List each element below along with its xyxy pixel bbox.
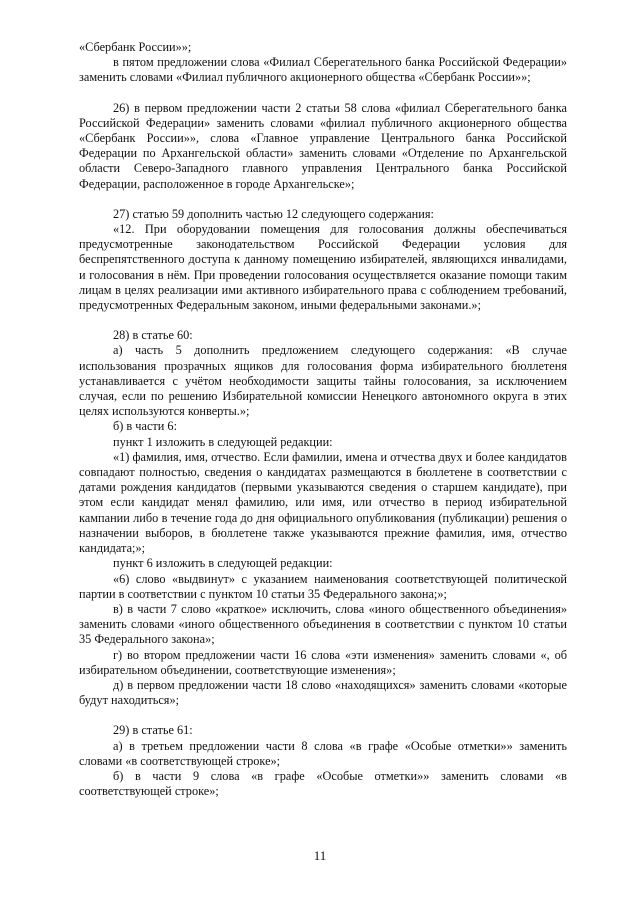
- paragraph-gap: [79, 86, 567, 101]
- paragraph: «12. При оборудовании помещения для голосования должны обеспечиваться предусмотренные законодательством Российской Федерации условия для беспрепятственного доступа к данному помещению избирателей, являющихся инвалидами, и голосования в нём. При проведении голосования осуществляется оказание помощи таким лицам в целях реализации ими активного избирательного права с соблюдением требований, предусмотренных Федеральным законом, иными федеральными законами.»;: [79, 222, 567, 313]
- paragraph: «1) фамилия, имя, отчество. Если фамилии, имена и отчества двух и более кандидатов совпадают полностью, сведения о кандидатах размещаются в бюллетене в соответствии с датами рождения кандидатов (первыми указываются сведения о старшем кандидате), при этом если кандидат менял фамилию, или имя, или отчество в период избирательной кампании либо в течение года до дня официального опубликования (публикации) решения о назначении выборов, в бюллетене также указываются прежние фамилия, имя, отчество кандидата;»;: [79, 449, 567, 556]
- paragraph: пункт 1 изложить в следующей редакции:: [113, 434, 333, 449]
- document-page: [79, 40, 567, 799]
- paragraph: а) в третьем предложении части 8 слова «в графе «Особые отметки»» заменить словами «в соответствующей строке»;: [79, 738, 567, 768]
- paragraph: в пятом предложении слова «Филиал Сберегательного банка Российской Федерации» заменить словами «Филиал публичного акционерного общества «Сбербанк России»»;: [79, 55, 567, 85]
- paragraph-item-26: 26) в первом предложении части 2 статьи 58 слова «филиал Сберегательного банка Российской Федерации» заменить словами «филиал публичного акционерного общества «Сбербанк России»», слова «Главное управление Центрального банка Российской Федерации по Архангельской области» заменить словами «Отделение по Архангельской области Северо-Западного главного управления Центрального банка Российской Федерации, расположенное в городе Архангельске»;: [79, 100, 567, 191]
- paragraph: пункт 6 изложить в следующей редакции:: [113, 556, 333, 571]
- paragraph-item-28: 28) в статье 60:: [113, 328, 193, 343]
- paragraph: а) часть 5 дополнить предложением следующего содержания: «В случае использования прозрачных ящиков для голосования форма избирательного бюллетеня устанавливается с учётом необходимости защиты тайны голосования, за исключением случая, если по решению Избирательной комиссии Ненецкого автономного округа в этих целях используются конверты.»;: [79, 343, 567, 419]
- paragraph: г) во втором предложении части 16 слова «эти изменения» заменить словами «, об избирательном объединении, соответствующие изменения»;: [79, 647, 567, 677]
- paragraph-item-29: 29) в статье 61:: [113, 723, 193, 738]
- paragraph-gap: [79, 192, 567, 207]
- paragraph-continuation: «Сбербанк России»»;: [79, 40, 192, 54]
- paragraph: д) в первом предложении части 18 слово «находящихся» заменить словами «которые будут находиться»;: [79, 677, 567, 708]
- paragraph: «6) слово «выдвинут» с указанием наименования соответствующей политической партии в соответствии с пунктом 10 статьи 35 Федерального закона;»;: [79, 571, 567, 601]
- page-number: 11: [313, 848, 327, 863]
- paragraph-item-27: 27) статью 59 дополнить частью 12 следующего содержания:: [113, 206, 434, 221]
- paragraph: в) в части 7 слово «краткое» исключить, слова «иного общественного объединения» заменить словами «иного общественного объединения в соответствии с пунктом 10 статьи 35 Федерального закона»;: [79, 601, 567, 647]
- paragraph: б) в части 9 слова «в графе «Особые отметки»» заменить словами «в соответствующей строке»;: [79, 768, 567, 799]
- paragraph-gap: [79, 313, 567, 328]
- paragraph-gap: [79, 708, 567, 723]
- paragraph: б) в части 6:: [113, 419, 178, 434]
